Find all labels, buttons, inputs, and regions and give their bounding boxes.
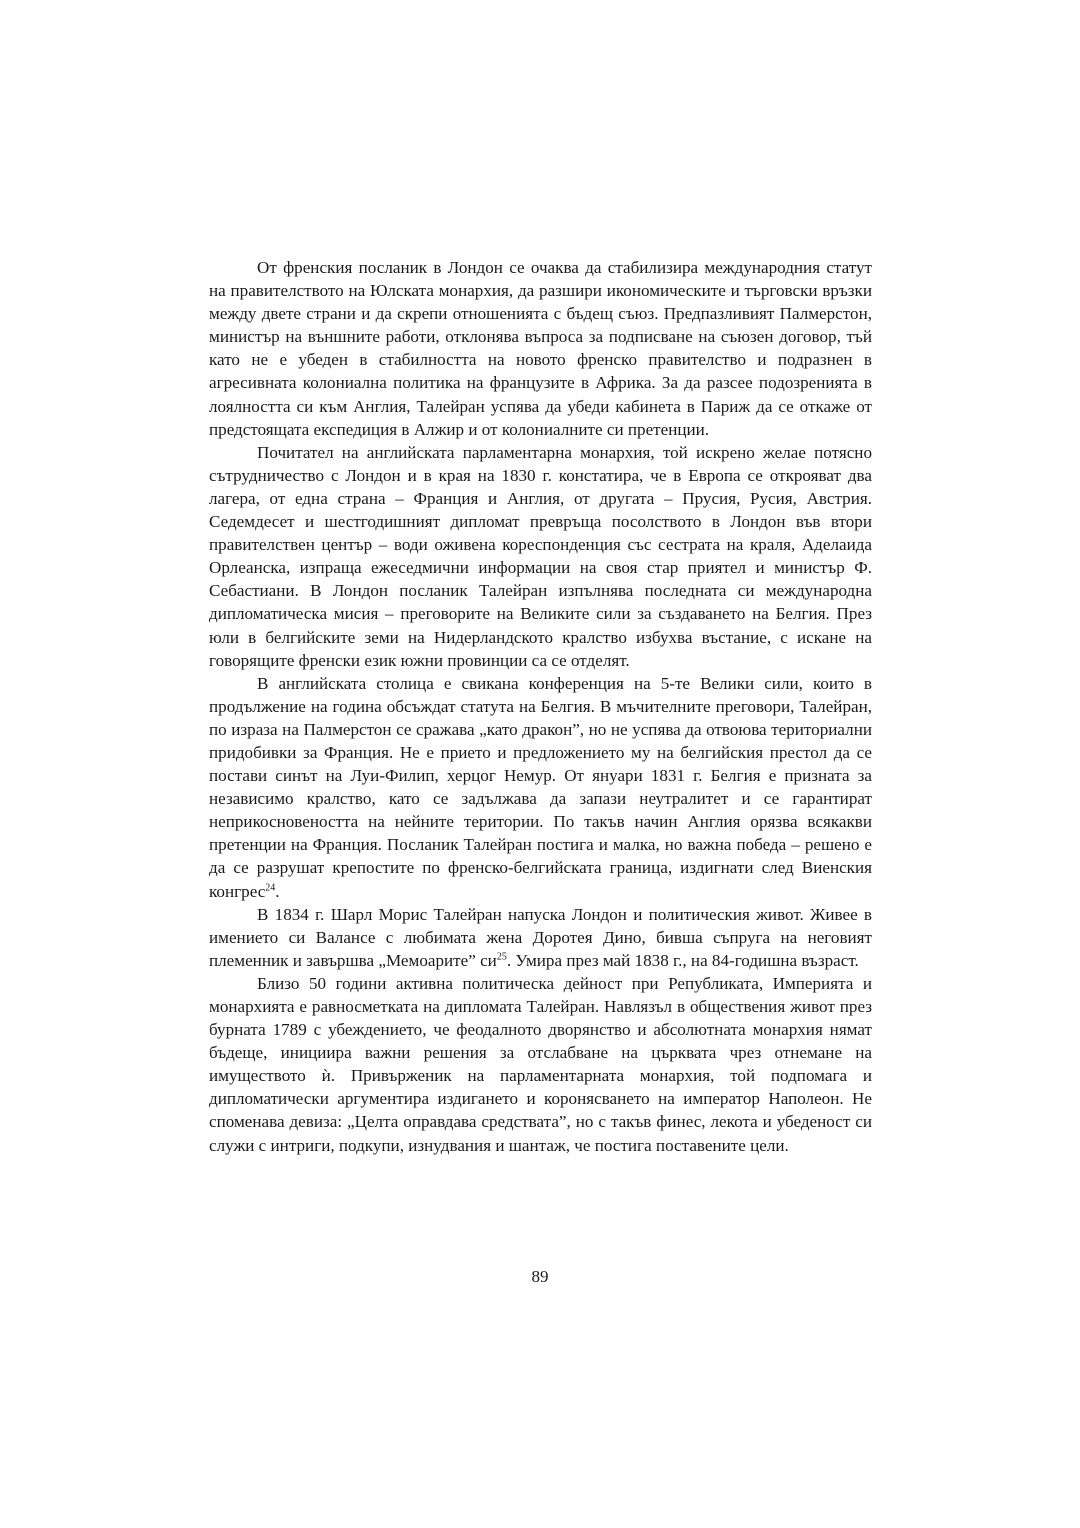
paragraph-3-tail: . — [275, 881, 280, 901]
paragraph-5 — [209, 972, 872, 1157]
paragraph-4-tail: . Умира през май 1838 г., на 84-годишна възраст. — [506, 950, 859, 970]
page-number: 89 — [531, 1267, 549, 1286]
paragraph-3 — [209, 672, 872, 903]
paragraph-4-text: В 1834 г. Шарл Морис Талейран напуска Лондон и политическия живот. Живее в имението си Валансе с любимата жена Доротея Дино, бивша съпруга на неговият племенник и завършва „Мемоарите” си — [209, 904, 872, 970]
footnote-ref-24: 24 — [265, 881, 276, 893]
paragraph-4 — [209, 903, 872, 972]
body-text — [209, 256, 872, 1157]
paragraph-2 — [209, 441, 872, 672]
paragraph-1 — [209, 256, 872, 441]
paragraph-3-text: В английската столица е свикана конференция на 5-те Велики сили, които в продължение на година обсъждат статута на Белгия. В мъчителните преговори, Талейран, по израза на Палмерстон се сражава „като дракон”, но не успява да отвоюва териториални придобивки за Франция. Не е прието и предложението му на белгийския престол да се постави синът на Луи-Филип, херцог Немур. От януари 1831 г. Белгия е призната за независимо кралство, като се задължава да запази неутралитет и се гарантират неприкосновеността на нейните територии. По такъв начин Англия орязва всякакви претенции на Франция. Посланик Талейран постига и малка, но важна победа – решено е да се разрушат крепостите по френско-белгийската граница, издигнати след Виенския конгрес — [209, 673, 872, 901]
paragraph-1-text: От френския посланик в Лондон се очаква да стабилизира международния статут на правителството на Юлската монархия, да разшири икономическите и търговски връзки между двете страни и да скрепи отношенията с бъдещ съюз. Предпазливият Палмерстон, министър на външните работи, отклонява въпроса за подписване на съюзен договор, тъй като не е убеден в стабилността на новото френско правителство и подразнен в агресивната колониална политика на французите в Африка. За да разсее подозренията в лоялността си към Англия, Талейран успява да убеди кабинета в Париж да се откаже от предстоящата експедиция в Алжир и от колониалните си претенции. — [209, 258, 872, 439]
footnote-ref-25: 25 — [496, 951, 507, 963]
paragraph-5-text: Близо 50 години активна политическа дейност при Републиката, Империята и монархията е равносметката на дипломата Талейран. Навлязъл в обществения живот през бурната 1789 с убеждението, че феодалното дворянство и абсолютната монархия нямат бъдеще, инициира важни решения за отслабване на църквата чрез отнемане на имуществото ѝ. Привърженик на парламентарната монархия, той подпомага и дипломатически аргументира издигането и коронясването на император Наполеон. Не споменава девиза: „Целта оправдава средствата”, но с такъв финес, лекота и убеденост си служи с интриги, подкупи, изнудвания и шантаж, че постига поставените цели. — [209, 973, 872, 1155]
paragraph-2-text: Почитател на английската парламентарна монархия, той искрено желае потясно сътрудничество с Лондон и в края на 1830 г. констатира, че в Европа се открояват два лагера, от една страна – Франция и Англия, от другата – Прусия, Русия, Австрия. Седемдесет и шестгодишният дипломат превръща посолството в Лондон във втори правителствен център – води оживена кореспонденция със сестрата на краля, Аделаида Орлеанска, изпраща ежеседмични информации на своя стар приятел и министър Ф. Себастиани. В Лондон посланик Талейран изпълнява последната си международна дипломатическа мисия – преговорите на Великите сили за създаването на Белгия. През юли в белгийските земи на Нидерландското кралство избухва въстание, с искане на говорящите френски език южни провинции са се отделят. — [209, 442, 872, 670]
